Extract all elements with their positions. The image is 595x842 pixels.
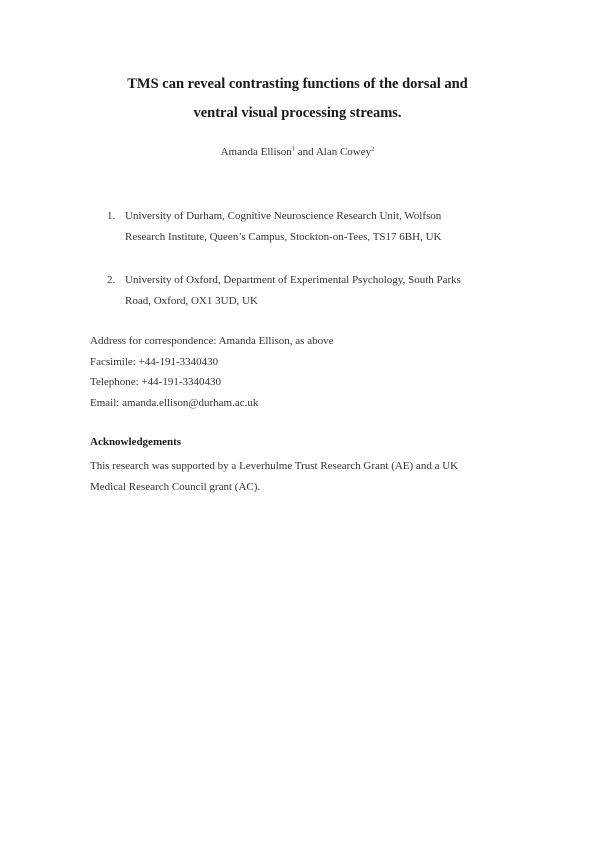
correspondence-block xyxy=(90,331,333,413)
affiliation-line: University of Oxford, Department of Experimental Psychology, South Parks xyxy=(125,274,461,286)
email-address: Email: amanda.ellison@durham.ac.uk xyxy=(90,396,259,409)
author-conjunction: and xyxy=(295,146,316,158)
acknowledgements-line: This research was supported by a Leverhulme Trust Research Grant (AE) and a UK xyxy=(90,460,459,472)
telephone-number: Telephone: +44-191-3340430 xyxy=(90,376,221,388)
affiliation-line: Road, Oxford, OX1 3UD, UK xyxy=(125,295,258,307)
affiliation-line: Research Institute, Queen’s Campus, Stockton-on-Tees, TS17 6BH, UK xyxy=(125,231,442,243)
affiliation-number: 2. xyxy=(107,274,116,286)
author-affiliation-marker: 2 xyxy=(371,145,375,153)
author-name: Alan Cowey xyxy=(315,146,372,158)
affiliation-number: 1. xyxy=(107,210,116,222)
acknowledgements-text xyxy=(90,456,458,498)
acknowledgements-heading: Acknowledgements xyxy=(90,436,182,448)
author-list xyxy=(0,146,595,158)
affiliation-item xyxy=(107,206,507,248)
paper-title xyxy=(60,70,535,128)
affiliation-item xyxy=(107,270,507,312)
acknowledgements-line: Medical Research Council grant (AC). xyxy=(90,481,261,493)
author-name: Amanda Ellison xyxy=(220,146,292,158)
affiliation-line: University of Durham, Cognitive Neuroscience Research Unit, Wolfson xyxy=(125,210,442,222)
paper-title-line-1: TMS can reveal contrasting functions of the dorsal and xyxy=(127,76,468,92)
correspondence-address: Address for correspondence: Amanda Ellison, as above xyxy=(90,335,334,347)
author-affiliation-marker: 1 xyxy=(291,145,296,153)
facsimile-number: Facsimile: +44-191-3340430 xyxy=(90,355,219,368)
paper-title-line-2: ventral visual processing streams. xyxy=(193,105,402,121)
